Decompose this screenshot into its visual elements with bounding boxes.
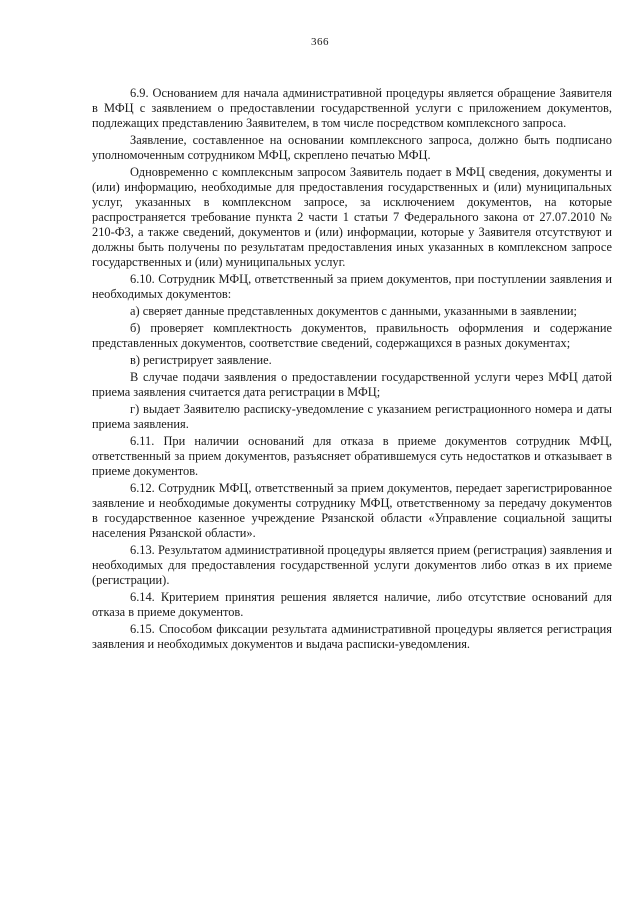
paragraph-6-13: 6.13. Результатом административной процедуры является прием (регистрация) заявления и необходимых для предоставления государственной услуги документов либо отказ в их приеме (регистрации). [92, 543, 612, 587]
paragraph-6-11: 6.11. При наличии оснований для отказа в приеме документов сотрудник МФЦ, ответственный за прием документов, разъясняет обратившемуся суть недостатков и отказывает в приеме документов. [92, 434, 612, 478]
paragraph-registration-date: В случае подачи заявления о предоставлении государственной услуги через МФЦ датой приема заявления считается дата регистрации в МФЦ; [92, 370, 612, 399]
paragraph-6-10: 6.10. Сотрудник МФЦ, ответственный за прием документов, при поступлении заявления и необходимых документов: [92, 272, 612, 301]
list-item-v: в) регистрирует заявление. [130, 353, 272, 367]
document-body [92, 86, 612, 654]
paragraph-6-12: 6.12. Сотрудник МФЦ, ответственный за прием документов, передает зарегистрированное заявление и необходимые документы сотруднику МФЦ, ответственному за передачу документов в государственное казенное учреждение Рязанской области «Управление социальной защиты населения Рязанской области». [92, 481, 612, 540]
list-item-b: б) проверяет комплектность документов, правильность оформления и содержание представленных документов, соответствие сведений, содержащихся в разных документах; [92, 321, 612, 350]
paragraph-6-15: 6.15. Способом фиксации результата административной процедуры является регистрация заявления и необходимых документов и выдача расписки-уведомления. [92, 622, 612, 651]
list-item-g: г) выдает Заявителю расписку-уведомление с указанием регистрационного номера и даты приема заявления. [92, 402, 612, 431]
paragraph-6-9: 6.9. Основанием для начала административной процедуры является обращение Заявителя в МФЦ с заявлением о предоставлении государственной услуги с приложением документов, подлежащих представлению Заявителем, в том числе посредством комплексного запроса. [92, 86, 612, 130]
list-item-a: а) сверяет данные представленных документов с данными, указанными в заявлении; [130, 304, 577, 318]
page-number: 366 [311, 36, 329, 48]
paragraph-complex-request-signature: Заявление, составленное на основании комплексного запроса, должно быть подписано уполномоченным сотрудником МФЦ, скреплено печатью МФЦ. [92, 133, 612, 162]
paragraph-complex-request-documents: Одновременно с комплексным запросом Заявитель подает в МФЦ сведения, документы и (или) информацию, необходимые для предоставления государственных и (или) муниципальных услуг, указанных в комплексном запросе, за исключением документов, на которые распространяется требование пункта 2 части 1 статьи 7 Федерального закона от 27.07.2010 № 210-ФЗ, а также сведений, документов и (или) информации, которые у Заявителя отсутствуют и должны быть получены по результатам предоставления иных указанных в комплексном запросе государственных и (или) муниципальных услуг. [92, 165, 612, 269]
paragraph-6-14: 6.14. Критерием принятия решения является наличие, либо отсутствие оснований для отказа в приеме документов. [92, 590, 612, 619]
